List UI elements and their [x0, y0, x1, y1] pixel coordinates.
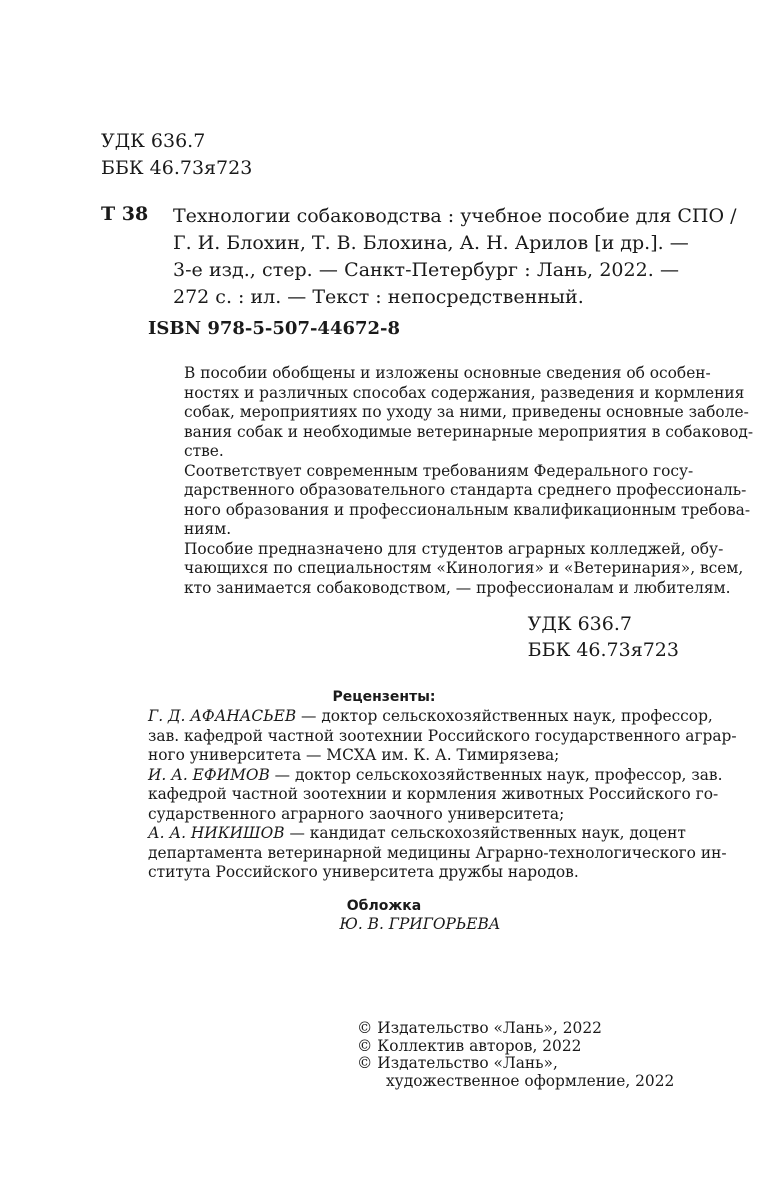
annotation-paragraph	[148, 539, 744, 599]
annotation-line: вания собак и необходимые ветеринарные мероприятия в собаковод-	[184, 422, 754, 441]
copyright-notices	[357, 1020, 674, 1090]
cover-designer: Ю. В. ГРИГОРЬЕВА	[339, 915, 501, 933]
reviewer-line: ного университета — МСХА им. К. А. Тимирязева;	[148, 746, 560, 764]
annotation-line: Пособие предназначено для студентов аграрных колледжей, обу-	[184, 539, 724, 558]
bibliographic-line: 3-е изд., стер. — Санкт-Петербург : Лань, 2022. —	[173, 259, 679, 281]
reviewer-name: Г. Д. АФАНАСЬЕВ	[148, 707, 297, 725]
copyright-line: © Издательство «Лань», 2022	[357, 1019, 602, 1037]
reviewer-line: департамента ветеринарной медицины Аграрно-технологического ин-	[148, 843, 727, 862]
udk-code: УДК 636.7	[101, 130, 206, 152]
annotation-line: дарственного образовательного стандарта среднего профессиональ-	[184, 481, 747, 499]
bbk-code: ББК 46.73я723	[101, 157, 253, 179]
copyright-line: © Издательство «Лань»,	[357, 1054, 558, 1072]
annotation-paragraph	[148, 461, 751, 540]
reviewer-line: зав. кафедрой частной зоотехнии Российского государственного аграр-	[148, 726, 737, 745]
reviewer-first-line	[148, 824, 686, 844]
author-code: Т 38	[101, 203, 149, 225]
reviewers-title: Рецензенты:	[332, 689, 436, 705]
reviewer-first-line	[148, 765, 723, 786]
reviewer-line: сударственного аграрного заочного университета;	[148, 804, 565, 823]
isbn: ISBN 978-5-507-44672-8	[148, 318, 401, 339]
reviewer-details: — доктор сельскохозяйственных наук, профессор,	[296, 707, 713, 725]
classification-codes-top	[101, 128, 252, 182]
cover-title: Обложка	[346, 898, 422, 914]
udk-code: УДК 636.7	[527, 613, 632, 635]
annotation-line: собак, мероприятиях по уходу за ними, приведены основные заболе-	[184, 403, 749, 421]
classification-codes-bottom	[528, 611, 679, 663]
annotation-line: ного образования и профессиональным квалификационным требова-	[184, 500, 751, 519]
bibliographic-record	[173, 203, 737, 311]
reviewer-details: — кандидат сельскохозяйственных наук, доцент	[284, 824, 686, 842]
reviewer-line: кафедрой частной зоотехнии и кормления животных Российского го-	[148, 785, 719, 803]
reviewer-entry	[148, 707, 737, 766]
bibliographic-line: Технологии собаководства : учебное пособие для СПО /	[173, 205, 737, 227]
annotation-line: ностях и различных способах содержания, разведения и кормления	[184, 383, 745, 402]
annotation-line: В пособии обобщены и изложены основные сведения об особен-	[184, 364, 711, 382]
bbk-code: ББК 46.73я723	[527, 639, 679, 661]
bibliographic-line: Г. И. Блохин, Т. В. Блохина, А. Н. Арилов [и др.]. —	[173, 232, 689, 254]
annotation-line: ниям.	[184, 520, 232, 538]
reviewer-name: И. А. ЕФИМОВ	[148, 765, 270, 784]
annotation-paragraph	[148, 364, 754, 462]
reviewers-list	[148, 707, 737, 883]
annotation-line: Соответствует современным требованиям Федерального госу-	[184, 461, 694, 480]
annotation-line: стве.	[184, 442, 224, 460]
reviewer-entry	[148, 824, 727, 883]
reviewer-first-line	[148, 707, 713, 727]
reviewer-line: ститута Российского университета дружбы народов.	[148, 863, 579, 881]
copyright-line: © Коллектив авторов, 2022	[357, 1036, 582, 1055]
bibliographic-line: 272 с. : ил. — Текст : непосредственный.	[173, 286, 584, 308]
copyright-line: художественное оформление, 2022	[386, 1071, 675, 1090]
annotation-line: кто занимается собаководством, — профессионалам и любителям.	[184, 578, 731, 597]
reviewer-details: — доктор сельскохозяйственных наук, профессор, зав.	[269, 765, 723, 784]
reviewer-name: А. А. НИКИШОВ	[148, 824, 285, 842]
annotation-line: чающихся по специальностям «Кинология» и «Ветеринария», всем,	[184, 559, 744, 577]
reviewer-entry	[148, 765, 723, 825]
annotation	[148, 364, 754, 598]
